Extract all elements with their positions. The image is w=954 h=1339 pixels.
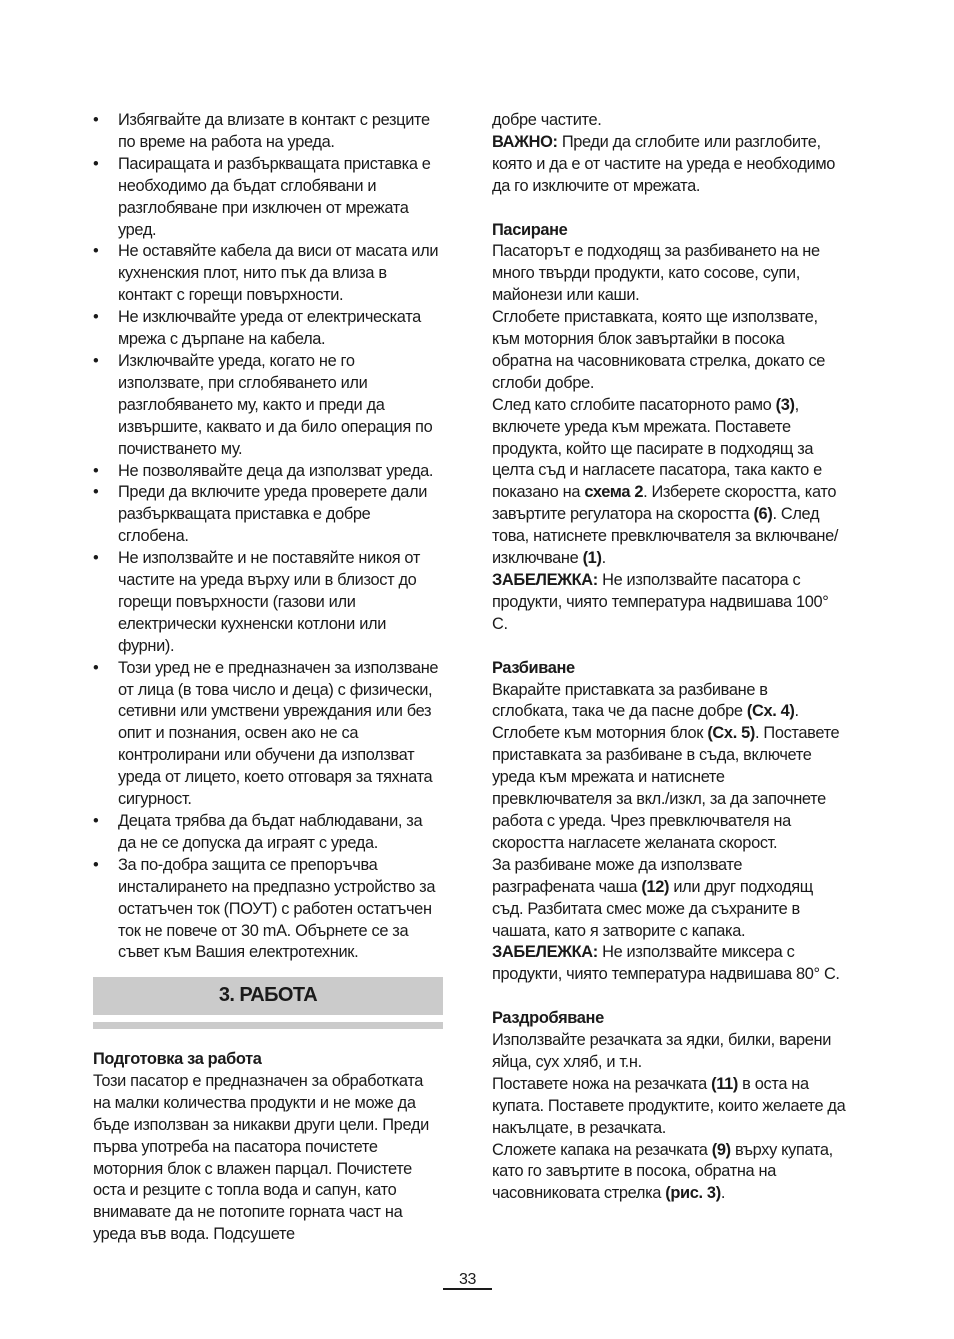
prep-continued: добре частите. [492,111,602,129]
bullet-item: • Не използвайте и не поставяйте никоя от частите на уреда върху или в близост до горещи повърхности (газови или електрически кухненски котлони или фурни). [93,548,443,658]
razbivane-p1: Вкарайте приставката за разбиване в сглобката, така че да пасне добре (Сх. 4). Сглобете към моторния блок (Сх. 5). Поставете приставката за разбиване в съда, включете уреда към мрежата и натиснете превключвателя за вкл./изкл, за да започнете работа с уреда. Чрез превключвателя на скоростта нагласете желаната скорост. [492,680,840,852]
razdrobyavane-p3: Сложете капака на резачката (9) върху купата, като го завъртите в посока, обратна на часовниковата стрелка (рис. 3). [492,1140,833,1203]
safety-bullet-list [93,110,443,964]
bullet-item: • Изключвайте уреда, когато не го използвате, при сглобяването или разглобяването му, както и преди да извършите, каквато и да било операция по почистването му. [93,351,443,461]
razdrobyavane-p2: Поставете ножа на резачката (11) в оста на купата. Поставете продуктите, които желаете да накълцате, в резачката. [492,1074,846,1137]
bullet-item: • Не позволявайте деца да използват уреда. [93,461,443,483]
bullet-item: • Този уред не е предназначен за използване от лица (в това число и деца) с физически, сетивни или умствени увреждания или без опит и познания, освен ако не са контролирани или обучени да използват уреда от лицето, което отговаря за тяхната сигурност. [93,658,443,811]
bullet-item: • Избягвайте да влизате в контакт с резците по време на работа на уреда. [93,110,443,154]
bullet-item: • За по-добра защита се препоръчва инсталирането на предпазно устройство за остатъчен ток (ПОУТ) с работен остатъчен ток не повече от 30 mA. Обърнете се за съвет към Вашия електротехник. [93,855,443,965]
note-label: ЗАБЕЛЕЖКА: [492,571,598,590]
razbivane-heading: Разбиване [492,658,575,677]
prep-section [93,1049,443,1246]
page-number-underline [443,1288,492,1290]
note-label: ЗАБЕЛЕЖКА: [492,943,598,962]
bullet-item: • Не изключвайте уреда от електрическата мрежа с дърпане на кабела. [93,307,443,351]
razdrobyavane-heading: Раздробяване [492,1009,604,1028]
pasirane-p1: Пасаторът е подходящ за разбиването на не много твърди продукти, като сосове, супи, майонези или каши. [492,242,820,305]
important-label: ВАЖНО: [492,132,558,151]
important-paragraph [492,132,847,198]
left-column [93,110,443,964]
bullet-item: • Пасиращата и разбъркващата приставка е необходимо да бъдат сглобявани и разглобяване при изключен от мрежата уред. [93,154,443,242]
pasirane-heading: Пасиране [492,220,568,239]
pasirane-note: ЗАБЕЛЕЖКА: Не използвайте пасатора с продукти, чиято температура надвишава 100° С. [492,571,829,633]
important-text: Преди да сглобите или разглобите, която и да е от частите на уреда е необходимо да го изключите от мрежата. [492,132,836,195]
bullet-item: • Не оставяйте кабела да виси от масата или кухненския плот, нито пък да влиза в контакт с горещи повърхности. [93,241,443,307]
bullet-item: • Децата трябва да бъдат наблюдавани, за да не се допуска да играят с уреда. [93,811,443,855]
razdrobyavane-p1: Използвайте резачката за ядки, билки, варени яйца, сух хляб, и т.н. [492,1031,832,1071]
bullet-item: • Преди да включите уреда проверете дали разбъркващата приставка е добре сглобена. [93,482,443,548]
pasirane-p3: След като сглобите пасаторното рамо (3), включете уреда към мрежата. Поставете продукта, който ще пасирате в подходящ за целта съд и нагласете пасатора, така както е показано на схема 2. Изберете скоростта, като завъртите регулатора на скоростта (6). След това, натиснете превключвателя за включване/изключване (1). [492,395,839,568]
section-divider [93,1022,443,1029]
pasirane-p2: Сглобете приставката, която ще използвате, към моторния блок завъртайки в посока обратна на часовниковата стрелка, докато се сглоби добре. [492,308,826,392]
razbivane-p2: За разбиване може да използвате разграфената чаша (12) или друг подходящ съд. Разбитата смес може да съхраните в чашата, като я затворите с капака. [492,855,813,940]
section-title: 3. РАБОТА [218,984,318,1007]
razbivane-note: ЗАБЕЛЕЖКА: Не използвайте миксера с продукти, чиято температура надвишава 80° С. [492,943,840,984]
section-header [93,977,443,1015]
prep-heading: Подготовка за работа [93,1050,262,1068]
right-column [492,110,847,1205]
prep-text: Този пасатор е предназначен за обработката на малки количества продукти и не може да бъде използван за никакви други цели. Преди първа употреба на пасатора почистете моторния блок с влажен парцал. Почистете оста и резците с топла вода и сапун, като внимавате да не потопите горната част на уреда във вода. Подсушете [93,1071,429,1244]
page-number: 33 [458,1271,477,1288]
